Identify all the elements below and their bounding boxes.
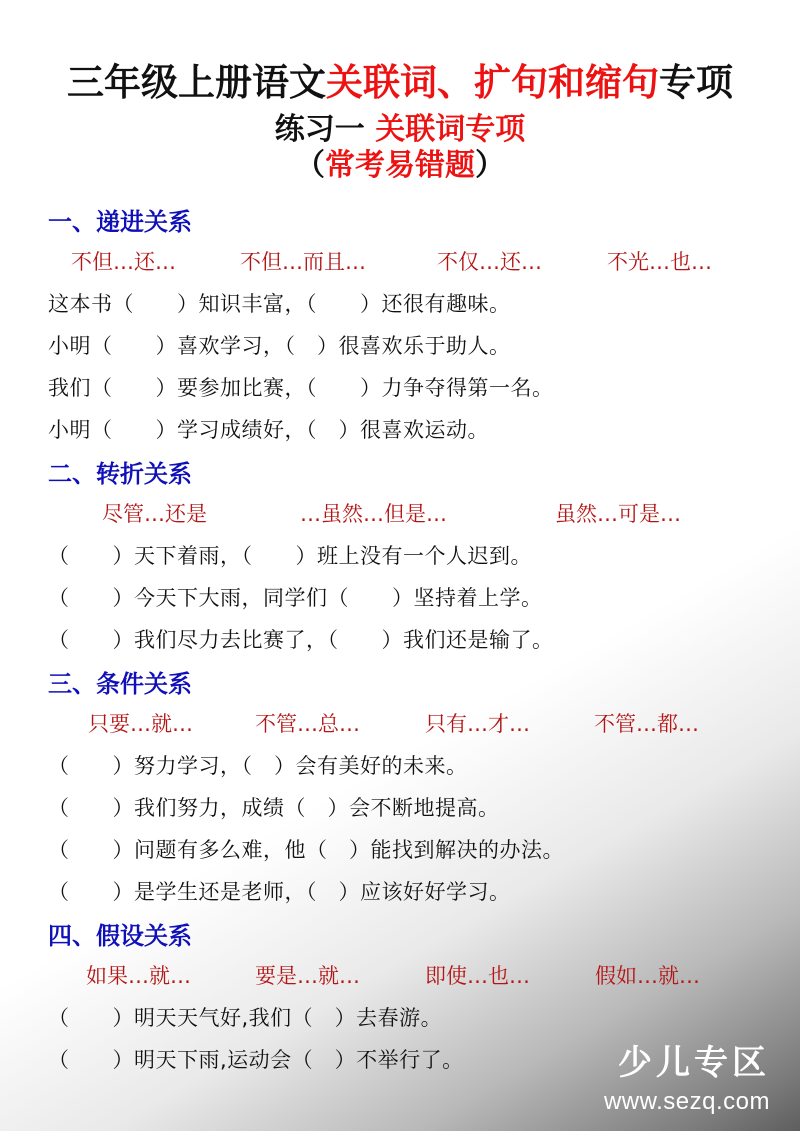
- watermark: [604, 1035, 770, 1116]
- conjunction-row-conditional: [0, 708, 800, 736]
- exercise-sentence: （ ）明天下雨,运动会（ ）不举行了。: [48, 1048, 464, 1072]
- exercise-sentence: （ ）明天天气好,我们（ ）去春游。: [48, 1006, 443, 1030]
- conjunction-option: 要是…就…: [255, 964, 360, 988]
- conjunction-option: 不光…也…: [607, 250, 712, 274]
- exercise-sentence: （ ）今天下大雨，同学们（ ）坚持着上学。: [48, 586, 543, 610]
- main-title-prefix: 三年级上册语文: [67, 61, 326, 104]
- conjunction-option: 如果…就…: [86, 964, 191, 988]
- section-heading-progressive: 一、递进关系: [48, 208, 192, 236]
- conjunction-option: 不管…都…: [594, 712, 699, 736]
- exercise-sentence: （ ）我们尽力去比赛了，（ ）我们还是输了。: [48, 628, 554, 652]
- conjunction-option: 不但…还…: [71, 250, 176, 274]
- exercise-sentence: （ ）我们努力，成绩（ ）会不断地提高。: [48, 796, 500, 820]
- conjunction-option: 不仅…还…: [437, 250, 542, 274]
- conjunction-option: 即使…也…: [425, 964, 530, 988]
- main-title-suffix: 专项: [659, 61, 733, 104]
- exercise-sentence: （ ）努力学习，（ ）会有美好的未来。: [48, 754, 468, 778]
- exercise-sentence: 小明（ ）学习成绩好，（ ）很喜欢运动。: [48, 418, 489, 442]
- watermark-url: www.sezq.com: [603, 1088, 770, 1115]
- conjunction-option: 不但…而且…: [240, 250, 366, 274]
- exercise-sentence: （ ）是学生还是老师，（ ）应该好好学习。: [48, 880, 511, 904]
- conjunction-row-progressive: [0, 246, 800, 274]
- main-title-topic: 关联词、扩句和缩句: [326, 61, 659, 104]
- subtitle-topic: 关联词专项: [375, 112, 526, 147]
- conjunction-row-hypothetical: [0, 960, 800, 988]
- exercise-sentence: 小明（ ）喜欢学习，（ ）很喜欢乐于助人。: [48, 334, 511, 358]
- conjunction-option: 假如…就…: [595, 964, 700, 988]
- exercise-sentence: 我们（ ）要参加比赛，（ ）力争夺得第一名。: [48, 376, 554, 400]
- conjunction-option: 虽然…可是…: [555, 502, 681, 526]
- conjunction-option: …虽然…但是…: [300, 502, 447, 526]
- section-heading-conditional: 三、条件关系: [48, 670, 192, 698]
- note-text: 常考易错题: [325, 148, 475, 183]
- exercise-sentence: （ ）天下着雨，（ ）班上没有一个人迟到。: [48, 544, 532, 568]
- section-heading-adversative: 二、转折关系: [48, 460, 192, 488]
- conjunction-row-adversative: [0, 498, 800, 526]
- subtitle-exercise: 练习一: [274, 112, 376, 147]
- exercise-sentence: 这本书（ ）知识丰富，（ ）还很有趣味。: [48, 292, 511, 316]
- watermark-logo-text: 少儿专区: [618, 1043, 770, 1083]
- conjunction-option: 只有…才…: [425, 712, 530, 736]
- conjunction-option: 尽管…还是: [102, 502, 207, 526]
- exercise-sentence: （ ）问题有多么难，他（ ）能找到解决的办法。: [48, 838, 564, 862]
- conjunction-option: 只要…就…: [88, 712, 193, 736]
- section-heading-hypothetical: 四、假设关系: [48, 922, 192, 950]
- conjunction-option: 不管…总…: [255, 712, 360, 736]
- paren-open: （: [295, 148, 325, 183]
- paren-close: ）: [475, 148, 505, 183]
- subtitle-note: [0, 140, 800, 184]
- main-title: [0, 52, 800, 106]
